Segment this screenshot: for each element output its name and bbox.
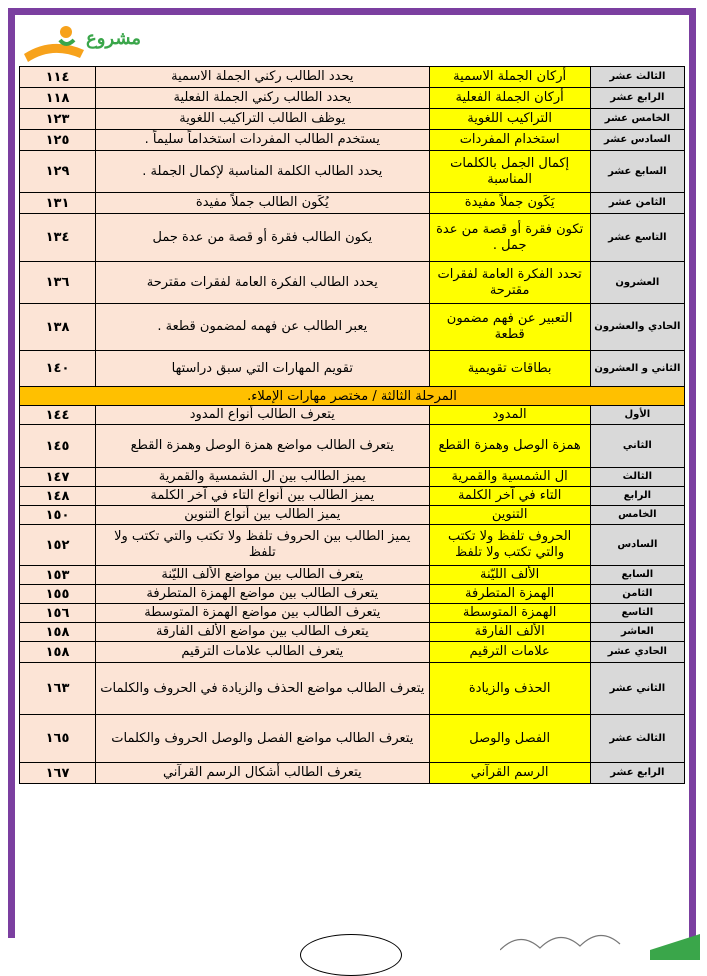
table-row [20, 262, 685, 304]
lesson-number-cell: التاسع [590, 604, 684, 623]
lesson-number-cell: الرابع [590, 487, 684, 506]
objective-cell: يعبر الطالب عن فهمه لمضمون قطعة . [96, 304, 430, 351]
lesson-number-cell: الخامس [590, 506, 684, 525]
lesson-number-cell: الثاني عشر [590, 663, 684, 715]
stage-header-row [20, 387, 685, 406]
lesson-title-cell: علامات الترقيم [429, 642, 590, 663]
page-number-cell: ١٥٥ [20, 585, 96, 604]
lesson-title-cell: الألف الليّنة [429, 566, 590, 585]
table-row [20, 214, 685, 262]
lesson-number-cell: الثاني [590, 425, 684, 468]
objective-cell: يميز الطالب بين أنواع التنوين [96, 506, 430, 525]
page-number-cell: ١٤٨ [20, 487, 96, 506]
lesson-number-cell: الحادي والعشرون [590, 304, 684, 351]
page-number-cell: ١٥٠ [20, 506, 96, 525]
page-number-cell: ١٢٩ [20, 151, 96, 193]
objective-cell: يتعرف الطالب بين مواضع الهمزة المتطرفة [96, 585, 430, 604]
page-border-left [8, 8, 15, 938]
lesson-title-cell: تحدد الفكرة العامة لفقرات مقترحة [429, 262, 590, 304]
lesson-number-cell: السابع عشر [590, 151, 684, 193]
lesson-number-cell: الرابع عشر [590, 763, 684, 784]
objective-cell: يتعرف الطالب بين مواضع الهمزة المتوسطة [96, 604, 430, 623]
objective-cell: تقويم المهارات التي سبق دراستها [96, 351, 430, 387]
table-row [20, 130, 685, 151]
objective-cell: يحدد الطالب الفكرة العامة لفقرات مقترحة [96, 262, 430, 304]
objective-cell: يكون الطالب فقرة أو قصة من عدة جمل [96, 214, 430, 262]
table-row [20, 566, 685, 585]
lesson-number-cell: السابع [590, 566, 684, 585]
table-row [20, 506, 685, 525]
lesson-number-cell: الأول [590, 406, 684, 425]
table-row [20, 663, 685, 715]
logo-text: مشروع [86, 28, 142, 49]
page-number-cell: ١٣٨ [20, 304, 96, 351]
page-number-cell: ١٣٤ [20, 214, 96, 262]
page-number-oval [300, 934, 402, 976]
page-number-cell: ١٤٥ [20, 425, 96, 468]
table-row [20, 525, 685, 566]
lesson-number-cell: العاشر [590, 623, 684, 642]
lesson-title-cell: الفصل والوصل [429, 715, 590, 763]
table-row [20, 623, 685, 642]
lesson-number-cell: الحادي عشر [590, 642, 684, 663]
lesson-title-cell: الهمزة المتوسطة [429, 604, 590, 623]
page-number-cell: ١١٤ [20, 67, 96, 88]
objective-cell: يوظف الطالب التراكيب اللغوية [96, 109, 430, 130]
objective-cell: يُكَون الطالب جملاً مفيدة [96, 193, 430, 214]
table-row [20, 67, 685, 88]
stage-title: المرحلة الثالثة / مختصر مهارات الإملاء. [20, 387, 685, 406]
lesson-number-cell: الرابع عشر [590, 88, 684, 109]
table-body [20, 67, 685, 784]
objective-cell: يميز الطالب بين أنواع التاء في آخر الكلمة [96, 487, 430, 506]
lesson-title-cell: إكمال الجمل بالكلمات المناسبة [429, 151, 590, 193]
lesson-title-cell: همزة الوصل وهمزة القطع [429, 425, 590, 468]
lesson-title-cell: تكون فقرة أو قصة من عدة جمل . [429, 214, 590, 262]
lesson-number-cell: الثامن [590, 585, 684, 604]
table-row [20, 715, 685, 763]
lesson-title-cell: ال الشمسية والقمرية [429, 468, 590, 487]
page-number-cell: ١١٨ [20, 88, 96, 109]
lesson-title-cell: الرسم القرآني [429, 763, 590, 784]
lesson-number-cell: التاسع عشر [590, 214, 684, 262]
page-number-cell: ١٦٣ [20, 663, 96, 715]
footer-decoration-icon [500, 920, 700, 960]
page-number-cell: ١٤٠ [20, 351, 96, 387]
table-row [20, 351, 685, 387]
lesson-title-cell: الحذف والزيادة [429, 663, 590, 715]
page-border-top [8, 8, 696, 15]
table-row [20, 468, 685, 487]
table-row [20, 151, 685, 193]
objective-cell: يميز الطالب بين الحروف تلفظ ولا تكتب والتي تكتب ولا تلفظ [96, 525, 430, 566]
objective-cell: يتعرف الطالب بين مواضع الألف الفارقة [96, 623, 430, 642]
page-number-cell: ١٥٦ [20, 604, 96, 623]
lesson-number-cell: السادس [590, 525, 684, 566]
objective-cell: يميز الطالب بين ال الشمسية والقمرية [96, 468, 430, 487]
table-row [20, 642, 685, 663]
table-row [20, 425, 685, 468]
objective-cell: يتعرف الطالب مواضع همزة الوصل وهمزة القطع [96, 425, 430, 468]
table-row [20, 763, 685, 784]
lesson-number-cell: السادس عشر [590, 130, 684, 151]
page-number-cell: ١٢٥ [20, 130, 96, 151]
lesson-number-cell: الثاني و العشرون [590, 351, 684, 387]
lesson-title-cell: بطاقات تقويمية [429, 351, 590, 387]
lesson-number-cell: الخامس عشر [590, 109, 684, 130]
lesson-title-cell: أركان الجملة الفعلية [429, 88, 590, 109]
page-number-cell: ١٢٣ [20, 109, 96, 130]
page-number-cell: ١٥٣ [20, 566, 96, 585]
objective-cell: يستخدم الطالب المفردات استخداماً سليماً . [96, 130, 430, 151]
page-number-cell: ١٦٧ [20, 763, 96, 784]
lesson-title-cell: المدود [429, 406, 590, 425]
page-number-cell: ١٤٤ [20, 406, 96, 425]
table-row [20, 109, 685, 130]
table-row [20, 406, 685, 425]
page-number-cell: ١٦٥ [20, 715, 96, 763]
table-row [20, 304, 685, 351]
page-number-cell: ١٤٧ [20, 468, 96, 487]
lesson-title-cell: التراكيب اللغوية [429, 109, 590, 130]
table-row [20, 585, 685, 604]
lesson-title-cell: الحروف تلفظ ولا تكتب والتي تكتب ولا تلفظ [429, 525, 590, 566]
lesson-title-cell: الألف الفارقة [429, 623, 590, 642]
page-number-cell: ١٥٨ [20, 642, 96, 663]
lesson-title-cell: التنوين [429, 506, 590, 525]
page-border-right [689, 8, 696, 938]
lesson-title-cell: التعبير عن فهم مضمون قطعة [429, 304, 590, 351]
table-row [20, 487, 685, 506]
objective-cell: يتعرف الطالب مواضع الفصل والوصل الحروف والكلمات [96, 715, 430, 763]
curriculum-table [19, 66, 685, 784]
lesson-number-cell: الثالث عشر [590, 715, 684, 763]
table-row [20, 88, 685, 109]
table-row [20, 604, 685, 623]
objective-cell: يتعرف الطالب أشكال الرسم القرآني [96, 763, 430, 784]
objective-cell: يتعرف الطالب مواضع الحذف والزيادة في الحروف والكلمات [96, 663, 430, 715]
page-number-cell: ١٣١ [20, 193, 96, 214]
page-number-cell: ١٣٦ [20, 262, 96, 304]
lesson-number-cell: العشرون [590, 262, 684, 304]
objective-cell: يحدد الطالب ركني الجملة الفعلية [96, 88, 430, 109]
lesson-title-cell: استخدام المفردات [429, 130, 590, 151]
lesson-number-cell: الثالث [590, 468, 684, 487]
objective-cell: يحدد الطالب ركني الجملة الاسمية [96, 67, 430, 88]
objective-cell: يتعرف الطالب بين مواضع الألف الليّنة [96, 566, 430, 585]
lesson-title-cell: يَكَون جملاً مفيدة [429, 193, 590, 214]
lesson-title-cell: أركان الجملة الاسمية [429, 67, 590, 88]
lesson-title-cell: التاء في آخر الكلمة [429, 487, 590, 506]
page-number-cell: ١٥٨ [20, 623, 96, 642]
objective-cell: يتعرف الطالب علامات الترقيم [96, 642, 430, 663]
lesson-number-cell: الثالث عشر [590, 67, 684, 88]
table-row [20, 193, 685, 214]
objective-cell: يحدد الطالب الكلمة المناسبة لإكمال الجملة . [96, 151, 430, 193]
lesson-title-cell: الهمزة المتطرفة [429, 585, 590, 604]
lesson-number-cell: الثامن عشر [590, 193, 684, 214]
page-number-cell: ١٥٢ [20, 525, 96, 566]
objective-cell: يتعرف الطالب أنواع المدود [96, 406, 430, 425]
